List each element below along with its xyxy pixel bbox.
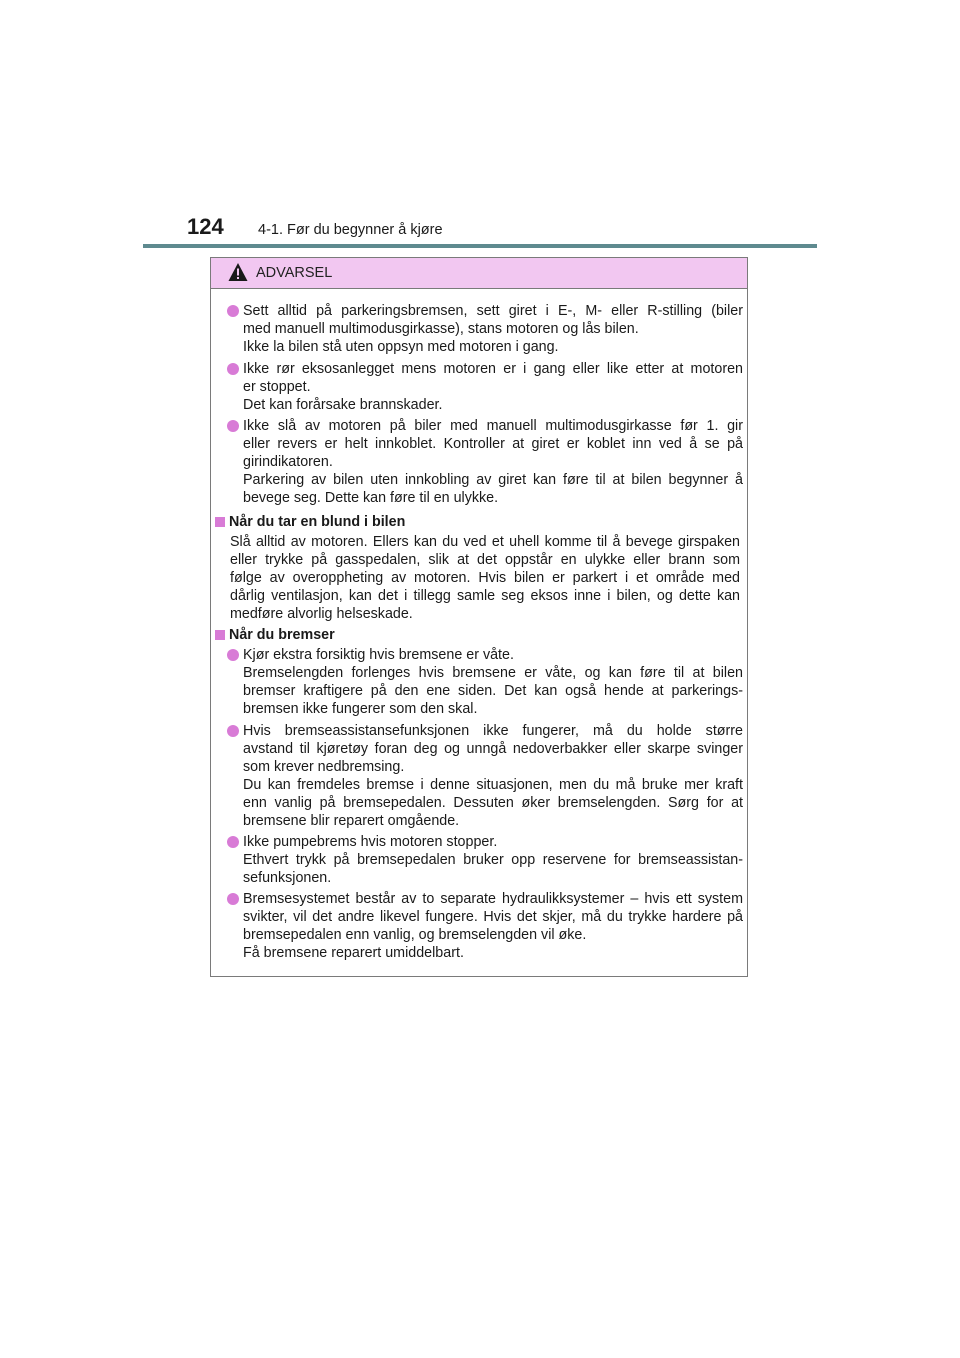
text-line: Du kan fremdeles bremse i denne situasjonen, men du må bruke mer kraft xyxy=(243,777,743,793)
text-line: bremsen ikke fungerer som den skal. xyxy=(243,701,478,717)
warning-box xyxy=(210,257,748,977)
bullet-icon xyxy=(227,725,239,737)
text-line: følge av overoppheting av motoren. Hvis bilen er parkert i et område med xyxy=(230,570,740,586)
text-line: enn vanlig på bremsepedalen. Dessuten øker bremselengden. Sørg for at xyxy=(243,795,743,811)
bullet-icon xyxy=(227,649,239,661)
section-title: 4-1. Før du begynner å kjøre xyxy=(258,222,443,238)
text-line: dårlig ventilasjon, kan det i tillegg samle seg eksos inne i bilen, og dette kan xyxy=(230,588,740,604)
bullet-icon xyxy=(227,305,239,317)
text-line: girindikatoren. xyxy=(243,454,333,470)
text-line: bremsepedalen enn vanlig, og bremselengden vil øke. xyxy=(243,927,587,943)
text-line: sefunksjonen. xyxy=(243,870,332,886)
text-line: Det kan forårsake brannskader. xyxy=(243,397,443,413)
bullet-icon xyxy=(227,363,239,375)
text-line: Bremsesystemet består av to separate hydraulikksystemer – hvis ett system xyxy=(243,891,743,907)
text-line: bremser kraftigere på den ene siden. Det kan også hende at parkerings- xyxy=(243,683,743,699)
header-rule xyxy=(143,244,817,248)
text-line: Kjør ekstra forsiktig hvis bremsene er våte. xyxy=(243,647,514,663)
text-line: med manuell multimodusgirkasse), stans motoren og lås bilen. xyxy=(243,321,639,337)
text-line: bevege seg. Dette kan føre til en ulykke. xyxy=(243,490,499,506)
text-line: Hvis bremseassistansefunksjonen ikke fungerer, må du holde større xyxy=(243,723,743,739)
text-line: som krever nedbremsing. xyxy=(243,759,405,775)
warning-header xyxy=(211,258,747,289)
square-bullet-icon xyxy=(215,630,225,640)
bullet-icon xyxy=(227,893,239,905)
bullet-icon xyxy=(227,420,239,432)
section-heading: Når du bremser xyxy=(229,627,335,643)
page-header xyxy=(187,214,817,244)
text-line: Sett alltid på parkeringsbremsen, sett giret i E-, M- eller R-stilling (biler xyxy=(243,303,743,319)
text-line: avstand til kjøretøy foran deg og unngå nedoverbakker eller skarpe svinger xyxy=(243,741,743,757)
text-line: Parkering av bilen uten innkobling av giret kan føre til at bilen begynner å xyxy=(243,472,743,488)
text-line: Ikke pumpebrems hvis motoren stopper. xyxy=(243,834,498,850)
text-line: Ikke la bilen stå uten oppsyn med motoren i gang. xyxy=(243,339,559,355)
text-line: eller revers er helt innkoblet. Kontroller at giret er koblet inn ved å se på xyxy=(243,436,743,452)
text-line: Slå alltid av motoren. Ellers kan du ved et uhell komme til å bevege girspaken xyxy=(230,534,740,550)
text-line: er stoppet. xyxy=(243,379,311,395)
page-number: 124 xyxy=(187,214,224,239)
text-line: Ikke rør eksosanlegget mens motoren er i gang eller like etter at motoren xyxy=(243,361,743,377)
bullet-icon xyxy=(227,836,239,848)
text-line: Ethvert trykk på bremsepedalen bruker opp reservene for bremseassistan- xyxy=(243,852,743,868)
text-line: Ikke slå av motoren på biler med manuell multimodusgirkasse før 1. gir xyxy=(243,418,743,434)
text-line: svikter, vil det andre likevel fungere. Hvis det skjer, må du trykke hardere på xyxy=(243,909,743,925)
text-line: eller trykke på gasspedalen, slik at det oppstår en ulykke eller brann som xyxy=(230,552,740,568)
section-heading: Når du tar en blund i bilen xyxy=(229,514,406,530)
square-bullet-icon xyxy=(215,517,225,527)
text-line: Få bremsene reparert umiddelbart. xyxy=(243,945,464,961)
warning-triangle-icon xyxy=(228,262,248,282)
text-line: bremsene blir reparert omgående. xyxy=(243,813,460,829)
warning-title: ADVARSEL xyxy=(256,265,333,281)
text-line: Bremselengden forlenges hvis bremsene er våte, og kan føre til at bilen xyxy=(243,665,743,681)
text-line: medføre alvorlig helseskade. xyxy=(230,606,413,622)
